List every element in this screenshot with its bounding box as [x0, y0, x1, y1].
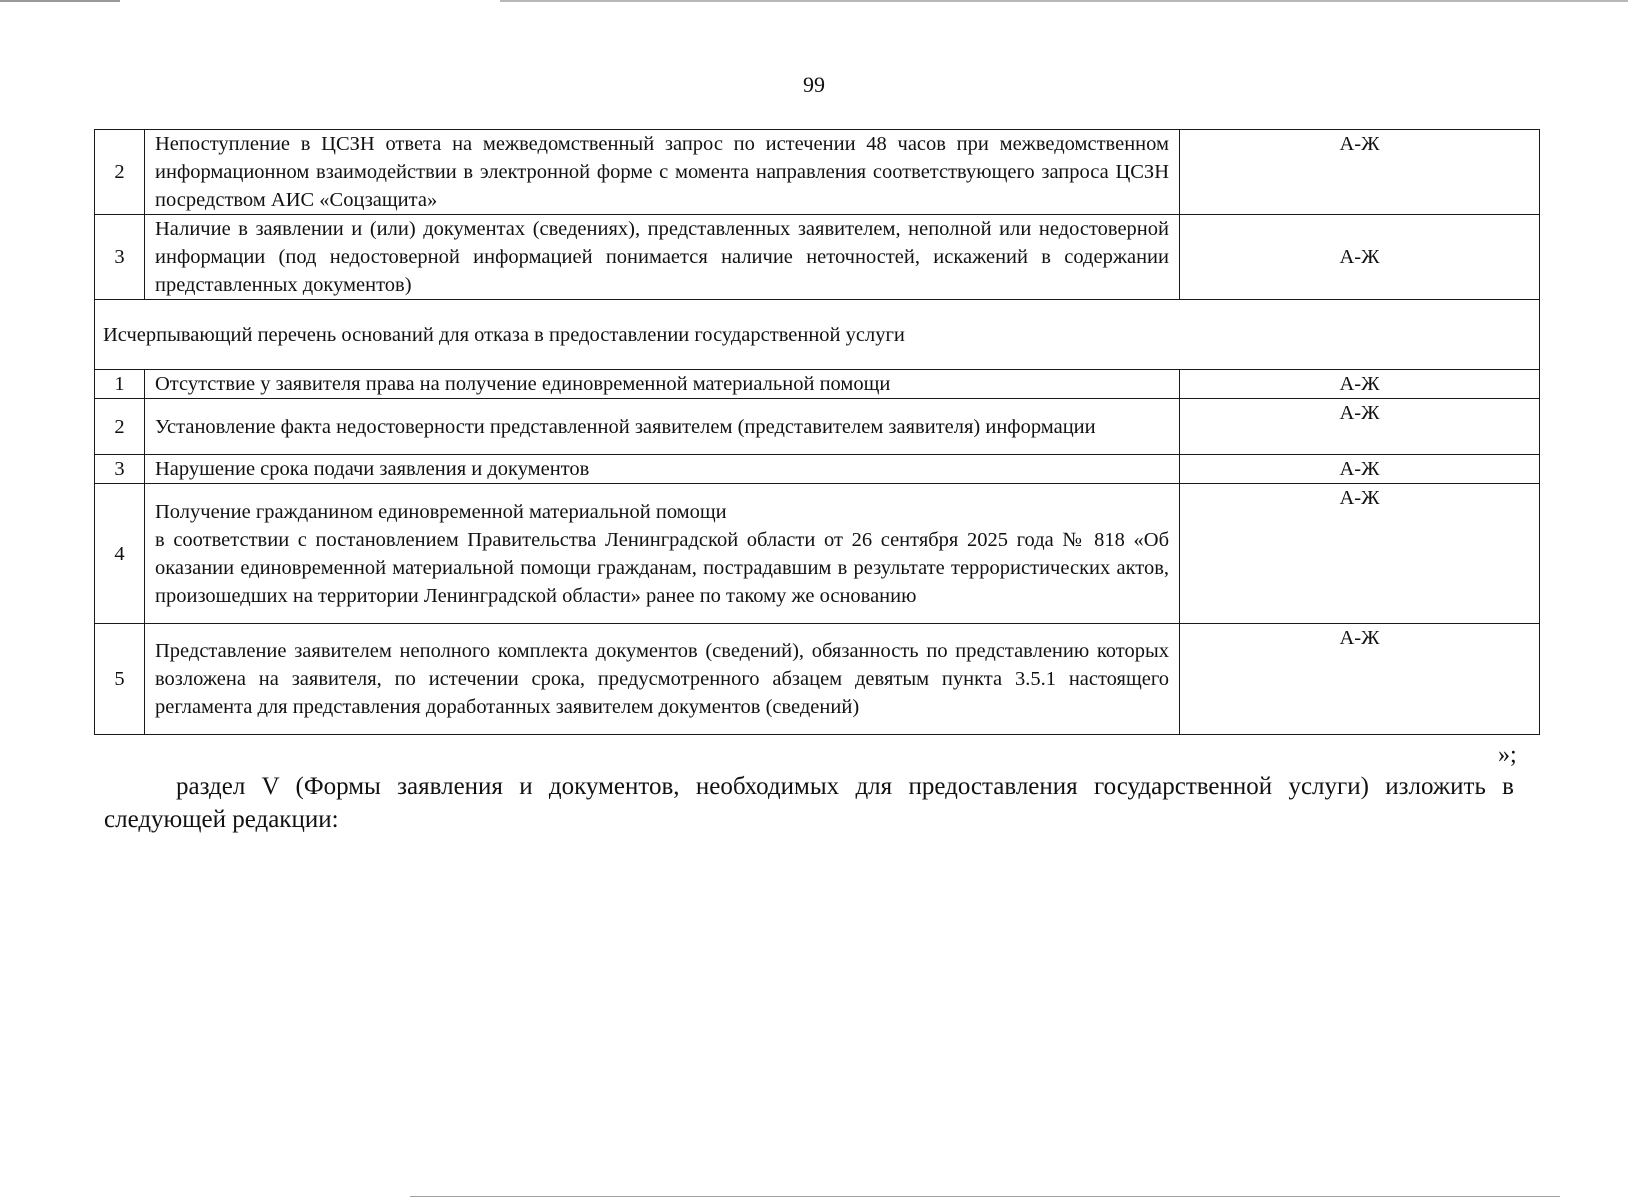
- row-text: Нарушение срока подачи заявления и документов: [145, 455, 1180, 484]
- table-row: [95, 484, 1540, 624]
- row-number: 4: [95, 484, 145, 624]
- row-text: Установление факта недостоверности представленной заявителем (представителем заявителя) информации: [145, 399, 1180, 455]
- row-code: А-Ж: [1180, 130, 1540, 215]
- row-code: А-Ж: [1180, 370, 1540, 399]
- scan-edge-bottom: [410, 1196, 1560, 1197]
- table-row: [95, 370, 1540, 399]
- row-text: [145, 484, 1180, 624]
- row-code: А-Ж: [1180, 484, 1540, 624]
- row-text: Представление заявителем неполного комплекта документов (сведений), обязанность по представлению которых возложена на заявителя, по истечении срока, предусмотренного абзацем девятым пункта 3.5.1 настоящего регламента для представления доработанных заявителем документов (сведений): [145, 624, 1180, 735]
- row-number: 3: [95, 215, 145, 300]
- table-row: [95, 215, 1540, 300]
- amendment-paragraph: раздел V (Формы заявления и документов, необходимых для предоставления государственной услуги) изложить в следующей редакции:: [104, 773, 1514, 833]
- table-row: [95, 455, 1540, 484]
- row-number: 2: [95, 130, 145, 215]
- row-number: 3: [95, 455, 145, 484]
- row-text-line: Получение гражданином единовременной материальной помощи: [155, 500, 727, 523]
- table-row: [95, 624, 1540, 735]
- section-row: [95, 300, 1540, 370]
- section-heading: Исчерпывающий перечень оснований для отказа в предоставлении государственной услуги: [95, 300, 1540, 370]
- row-text: Непоступление в ЦСЗН ответа на межведомственный запрос по истечении 48 часов при межведомственном информационном взаимодействии в электронной форме с момента направления соответствующего запроса ЦСЗН посредством АИС «Соцзащита»: [145, 130, 1180, 215]
- scan-edge-top: [0, 0, 1628, 2]
- row-number: 2: [95, 399, 145, 455]
- row-code: А-Ж: [1180, 455, 1540, 484]
- row-code: А-Ж: [1180, 624, 1540, 735]
- closing-quote: »;: [1498, 742, 1517, 768]
- page-number: 99: [803, 72, 825, 97]
- row-code: А-Ж: [1180, 399, 1540, 455]
- row-text: Отсутствие у заявителя права на получение единовременной материальной помощи: [145, 370, 1180, 399]
- row-text-line: в соответствии с постановлением Правительства Ленинградской области от 26 сентября 2025 года № 818 «Об оказании единовременной материальной помощи гражданам, пострадавшим в результате террористических актов, произошедших на территории Ленинградской области» ранее по такому же основанию: [155, 528, 1169, 607]
- row-code: А-Ж: [1180, 215, 1540, 300]
- row-number: 5: [95, 624, 145, 735]
- row-number: 1: [95, 370, 145, 399]
- row-text: Наличие в заявлении и (или) документах (сведениях), представленных заявителем, неполной или недостоверной информации (под недостоверной информацией понимается наличие неточностей, искажений в содержании представленных документов): [145, 215, 1180, 300]
- table-row: [95, 399, 1540, 455]
- table-row: [95, 130, 1540, 215]
- grounds-table: [94, 129, 1540, 735]
